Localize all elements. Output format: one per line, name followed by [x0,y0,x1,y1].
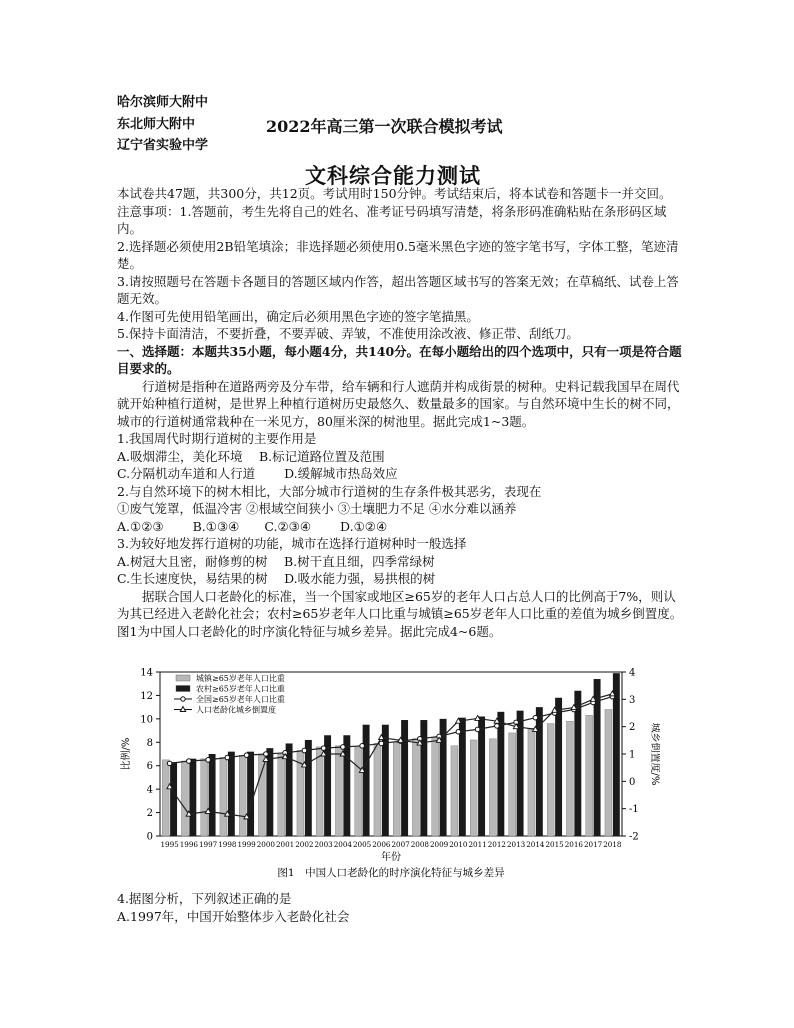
bar-urban [470,740,477,836]
bar-rural [189,759,196,836]
bar-urban [412,739,419,836]
x-tick-label: 2018 [603,840,622,849]
y2-tick-label: -2 [629,831,639,843]
q4-stem: 4.据图分析，下列叙述正确的是 [117,891,292,906]
bar-rural [497,712,504,836]
point-national [187,759,192,764]
x-tick-label: 2013 [506,840,526,849]
x-tick-label: 2014 [526,840,545,849]
bar-rural [574,691,581,836]
x-tick-label: 1999 [237,840,256,849]
bar-urban [239,755,246,836]
y2-axis-title: 城乡倒置度/% [649,722,660,786]
bar-urban [432,738,439,836]
bar-urban [278,754,285,836]
legend-swatch [176,675,190,681]
legend-swatch [176,686,190,692]
y-tick-label: 4 [146,784,153,796]
q1-options-row1: A.吸烟滞尘，美化环境 B.标记道路位置及范围 [117,448,385,464]
x-tick-label: 2001 [275,840,295,849]
bar-rural [305,740,312,836]
y2-tick-label: -1 [629,804,639,816]
y-tick-label: 2 [146,808,153,820]
x-tick-label: 1996 [179,840,199,849]
bar-urban [528,728,535,836]
bar-urban [355,747,362,836]
y-axis-title: 比例/% [121,737,132,771]
bar-urban [220,758,227,836]
point-national [302,748,307,753]
aging-chart [115,660,660,890]
x-tick-label: 2008 [410,840,430,849]
y2-tick-label: 0 [629,776,636,788]
x-tick-label: 2012 [487,840,507,849]
y-tick-label: 14 [140,667,153,679]
bar-urban [605,709,612,836]
x-tick-label: 1995 [160,840,179,849]
point-national [456,729,461,734]
note-4: 4.作图可先使用铅笔画出，确定后必须用黑色字迹的签字笔描黑。 [117,308,479,324]
y2-tick-label: 2 [629,722,636,734]
q4-block [117,890,687,925]
bar-urban [509,733,516,836]
legend-label: 城镇≥65岁老年人口比重 [196,674,285,683]
q1-stem: 1.我国周代时期行道树的主要作用是 [117,431,317,446]
x-tick-label: 2016 [564,840,584,849]
y2-tick-label: 3 [629,694,636,706]
q2-stem: 2.与自然环境下的树木相比，大部分城市行道树的生存条件极其恶劣，表现在 [117,483,542,499]
legend-label: 农村≥65岁老年人口比重 [196,684,285,694]
note-3: 3.请按照题号在答题卡各题目的答题区域内作答，超出答题区域书写的答案无效；在草稿纸、试卷上答题无效。 [117,273,679,306]
x-tick-label: 2006 [372,840,391,849]
point-national [341,745,346,750]
bar-rural [555,698,562,836]
point-national [533,715,538,720]
section-title: 一、选择题：本题共35小题，每小题4分，共140分。在每小题给出的四个选项中，只有一项是符合题目要求的。 [117,343,682,376]
instructions-block [117,185,687,640]
point-national [360,744,365,749]
bar-urban [316,747,323,836]
y2-tick-label: 4 [629,667,636,679]
note-1: 注意事项：1.答题前，考生先将自己的姓名、准考证号码填写清楚，将条形码准确粘贴在条形码区域内。 [117,203,667,236]
bar-rural [247,752,254,836]
bar-urban [181,761,188,836]
bar-urban [162,760,169,836]
legend-label: 人口老龄化城乡倒置度 [196,705,276,715]
q4-option-a: A.1997年，中国开始整体步入老龄化社会 [117,908,350,924]
school-name-1: 哈尔滨师大附中 [117,95,209,110]
x-tick-label: 2005 [352,840,372,849]
y-tick-label: 8 [146,737,153,749]
bar-urban [258,755,265,836]
bar-urban [547,724,554,836]
bar-urban [566,721,573,836]
q3-options-row2: C.生长速度快，易结果的树 D.吸水能力强，易拱根的树 [117,571,436,586]
x-tick-label: 2003 [314,840,333,849]
point-national [244,753,249,758]
x-tick-label: 2009 [429,840,449,849]
bar-rural [478,717,485,836]
x-tick-label: 2007 [391,840,410,849]
y-tick-label: 0 [146,831,153,843]
y-tick-label: 10 [140,714,153,726]
exam-title: 2022年高三第一次联合模拟考试 [266,117,503,136]
bar-urban [489,739,496,836]
point-national [379,741,384,746]
bar-urban [451,746,458,836]
point-national [321,746,326,751]
x-tick-label: 2015 [545,840,564,849]
q2-options: A.①②③ B.①③④ C.②③④ D.①②④ [117,518,388,534]
bar-rural [209,754,216,836]
point-national [475,727,480,732]
y-tick-label: 12 [140,690,153,702]
q3-options-row1: A.树冠大且密，耐修剪的树 B.树干直且细，四季常绿树 [117,553,435,569]
bar-urban [201,759,208,836]
x-tick-label: 1997 [198,840,218,849]
subject-title: 文科综合能力测试 [305,163,481,188]
y-tick-label: 6 [146,761,153,773]
bar-rural [401,720,408,836]
x-tick-label: 2010 [449,840,468,849]
legend-swatch [181,697,185,701]
bar-rural [343,735,350,836]
note-2: 2.选择题必须使用2B铅笔填涂；非选择题必须使用0.5毫米黑色字迹的签字笔书写，字体工整，笔迹清楚。 [117,238,679,271]
bar-rural [363,725,370,836]
bar-urban [393,742,400,836]
bar-urban [335,746,342,836]
y2-tick-label: 1 [629,749,636,761]
x-tick-label: 1998 [218,840,237,849]
intro-text: 本试卷共47题，共300分，共12页。考试用时150分钟。考试结束后，将本试卷和答题卡一并交回。 [117,186,672,201]
x-tick-label: 2000 [256,840,276,849]
x-axis-title: 年份 [381,852,401,863]
x-tick-label: 2017 [583,840,603,849]
x-tick-label: 2011 [468,840,487,849]
bar-rural [517,711,524,836]
q2-items: ①废气笼罩，低温冷害 ②根域空间狭小 ③土壤肥力不足 ④水分难以涵养 [117,501,517,516]
point-national [206,758,211,763]
chart-caption: 图1 中国人口老龄化的时序演化特征与城乡差异 [277,867,505,879]
note-5: 5.保持卡面清洁，不要折叠，不要弄破、弄皱，不准使用涂改液、修正带、刮纸刀。 [117,326,579,341]
x-tick-label: 2004 [333,840,353,849]
bar-rural [170,762,177,836]
bar-rural [536,707,543,836]
school-name-3: 辽宁省实验中学 [117,138,209,153]
q1-options-row2: C.分隔机动车道和人行道 D.缓解城市热岛效应 [117,466,398,481]
bar-rural [228,752,235,836]
bar-urban [374,743,381,836]
school-name-2: 东北师大附中 [117,117,196,132]
q3-stem: 3.为较好地发挥行道树的功能，城市在选择行道树种时一般选择 [117,536,467,551]
bar-rural [459,718,466,836]
legend-label: 全国≥65岁老年人口比重 [196,695,285,704]
point-national [495,724,500,729]
point-national [225,755,230,760]
passage-2: 据联合国人口老龄化的标准，当一个国家或地区≥65岁的老年人口占总人口的比例高于7%，则认为其已经进入老龄化社会；农村≥65岁老年人口比重与城镇≥65岁老年人口比重的差值为城乡倒置度。图1为中国人口老龄化的时序演化特征与城乡差异。据此完成4~6题。 [117,588,683,639]
bar-urban [586,715,593,836]
point-national [167,761,172,766]
passage-1: 行道树是指种在道路两旁及分车带，给车辆和行人遮荫并构成街景的树种。史料记载我国早在周代就开始种植行道树，是世界上种植行道树历史最悠久、数量最多的国家。与自然环境中生长的树不同，城市的行道树通常栽种在一米见方，80厘米深的树池里。据此完成1~3题。 [117,378,680,429]
x-tick-label: 2002 [295,840,314,849]
legend-swatch [180,707,185,712]
